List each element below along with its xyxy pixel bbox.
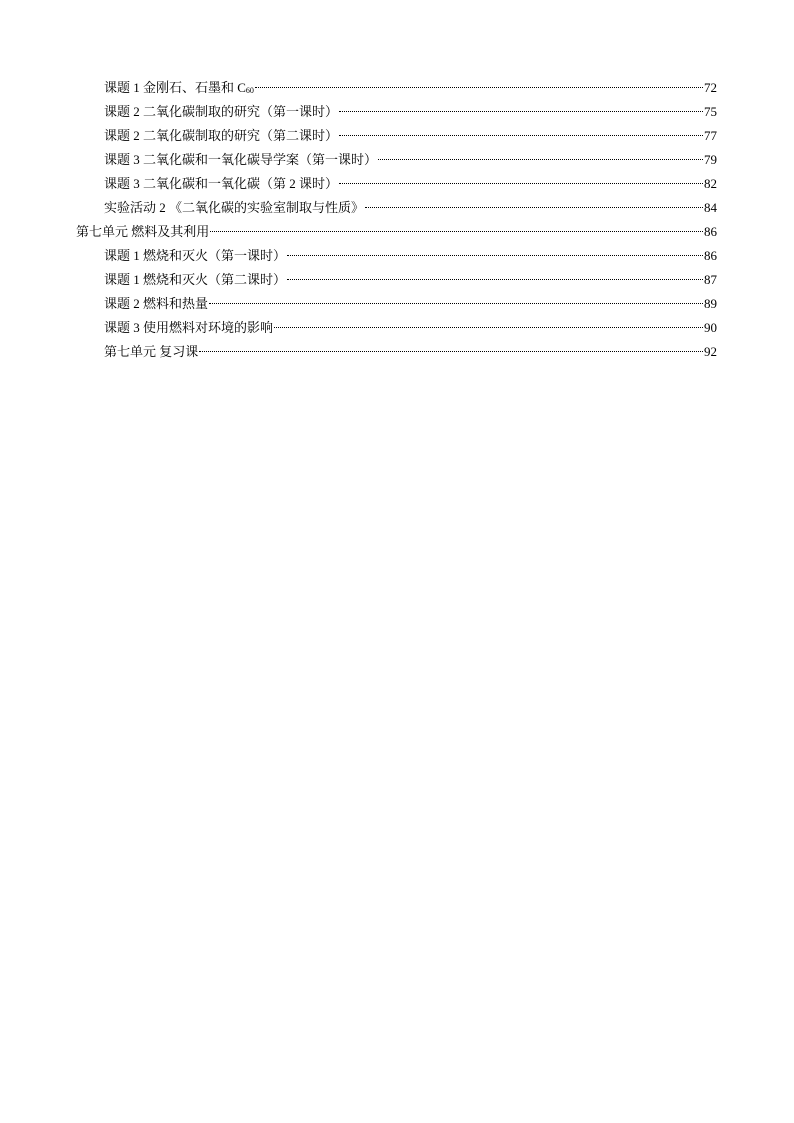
toc-entry-title: 课题 1 金刚石、石墨和 $C_{60}$	[104, 80, 254, 95]
toc-chapter-entry[interactable]	[0, 220, 794, 244]
toc-dot-leader	[210, 231, 703, 232]
toc-entry-page: 86	[704, 248, 717, 263]
toc-entry-page: 86	[704, 224, 717, 239]
toc-dot-leader	[378, 159, 703, 160]
toc-dot-leader	[339, 111, 703, 112]
toc-entry[interactable]	[0, 124, 794, 148]
toc-entry-page: 72	[704, 80, 717, 95]
toc-entry-title: 课题 1 燃烧和灭火（第二课时）	[104, 272, 287, 287]
toc-dot-leader	[287, 255, 703, 256]
toc-dot-leader	[255, 87, 703, 88]
toc-entry-title: 第七单元 复习课	[104, 344, 199, 359]
toc-entry[interactable]	[0, 292, 794, 316]
table-of-contents	[0, 76, 794, 364]
toc-entry-page: 92	[704, 344, 717, 359]
toc-entry[interactable]	[0, 100, 794, 124]
toc-entry-title: 课题 2 二氧化碳制取的研究（第一课时）	[104, 104, 339, 119]
toc-entry[interactable]	[0, 148, 794, 172]
toc-entry-page: 79	[704, 152, 717, 167]
toc-dot-leader	[287, 279, 703, 280]
toc-entry-page: 77	[704, 128, 717, 143]
toc-entry-subscript: 60	[245, 86, 254, 95]
toc-entry-title: 课题 3 使用燃料对环境的影响	[104, 320, 274, 335]
toc-dot-leader	[339, 135, 703, 136]
toc-entry-title: 课题 2 燃料和热量	[104, 296, 209, 311]
toc-entry-title: 实验活动 2 《二氧化碳的实验室制取与性质》	[104, 200, 365, 215]
toc-dot-leader	[365, 207, 703, 208]
toc-entry-title: 课题 1 燃烧和灭火（第一课时）	[104, 248, 287, 263]
toc-entry[interactable]	[0, 340, 794, 364]
toc-entry-title: 课题 2 二氧化碳制取的研究（第二课时）	[104, 128, 339, 143]
toc-entry-title: 课题 3 二氧化碳和一氧化碳（第 2 课时）	[104, 176, 339, 191]
toc-entry[interactable]	[0, 244, 794, 268]
toc-entry-title: 课题 3 二氧化碳和一氧化碳导学案（第一课时）	[104, 152, 378, 167]
toc-entry[interactable]	[0, 172, 794, 196]
toc-dot-leader	[274, 327, 703, 328]
toc-entry[interactable]	[0, 316, 794, 340]
toc-dot-leader	[339, 183, 703, 184]
toc-entry-page: 82	[704, 176, 717, 191]
toc-entry-page: 89	[704, 296, 717, 311]
toc-entry[interactable]	[0, 76, 794, 100]
toc-chapter-title: 第七单元 燃料及其利用	[76, 224, 210, 239]
toc-entry-page: 90	[704, 320, 717, 335]
toc-entry-page: 87	[704, 272, 717, 287]
toc-entry[interactable]	[0, 268, 794, 292]
toc-dot-leader	[199, 351, 703, 352]
toc-entry-page: 84	[704, 200, 717, 215]
toc-entry[interactable]	[0, 196, 794, 220]
toc-entry-page: 75	[704, 104, 717, 119]
toc-dot-leader	[209, 303, 703, 304]
